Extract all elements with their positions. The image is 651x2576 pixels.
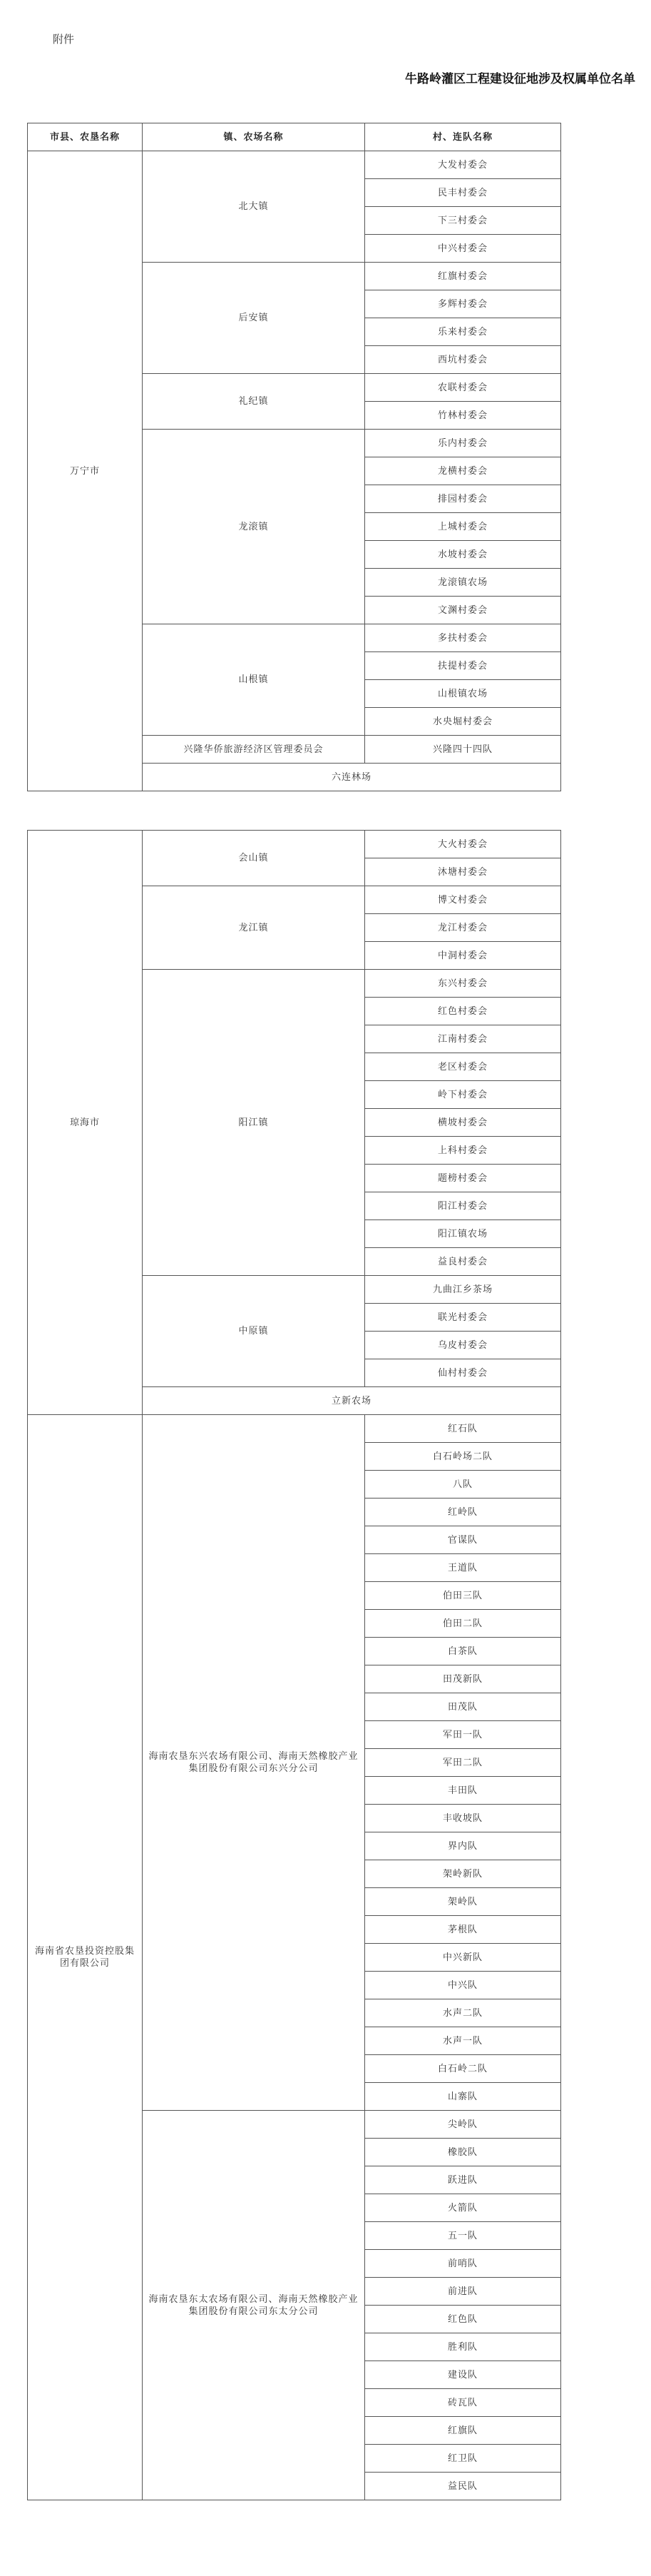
village-cell: 益良村委会 <box>365 1248 561 1276</box>
village-cell: 跃进队 <box>365 2166 561 2194</box>
village-cell: 大发村委会 <box>365 151 561 179</box>
village-cell: 竹林村委会 <box>365 402 561 430</box>
village-cell: 田茂新队 <box>365 1665 561 1693</box>
village-cell: 丰田队 <box>365 1777 561 1805</box>
village-cell: 老区村委会 <box>365 1053 561 1081</box>
village-cell: 红石队 <box>365 1415 561 1443</box>
village-cell: 建设队 <box>365 2361 561 2389</box>
village-cell: 乐来村委会 <box>365 318 561 346</box>
village-cell: 红色队 <box>365 2306 561 2333</box>
ownership-table-1 <box>27 123 561 791</box>
town-cell: 阳江镇 <box>143 970 365 1276</box>
village-cell: 尖岭队 <box>365 2111 561 2139</box>
town-cell: 兴隆华侨旅游经济区管理委员会 <box>143 736 365 764</box>
village-cell: 胜利队 <box>365 2333 561 2361</box>
village-cell: 王道队 <box>365 1554 561 1582</box>
village-cell: 排园村委会 <box>365 485 561 513</box>
village-cell: 白茶队 <box>365 1638 561 1665</box>
town-cell: 后安镇 <box>143 263 365 374</box>
village-cell: 中兴队 <box>365 1972 561 1999</box>
village-cell: 阳江村委会 <box>365 1192 561 1220</box>
village-cell: 扶提村委会 <box>365 652 561 680</box>
village-cell: 中兴新队 <box>365 1944 561 1972</box>
village-cell: 东兴村委会 <box>365 970 561 998</box>
town-cell: 北大镇 <box>143 151 365 263</box>
table-row <box>28 831 561 858</box>
village-cell: 乌皮村委会 <box>365 1332 561 1359</box>
header-county: 市县、农垦名称 <box>28 123 143 151</box>
village-cell: 水央堀村委会 <box>365 708 561 736</box>
village-cell: 龙横村委会 <box>365 457 561 485</box>
village-cell: 架岭队 <box>365 1888 561 1916</box>
village-cell: 多扶村委会 <box>365 624 561 652</box>
ownership-table-2 <box>27 830 561 2500</box>
village-cell: 龙江村委会 <box>365 914 561 942</box>
village-cell: 红色村委会 <box>365 998 561 1025</box>
village-cell: 联光村委会 <box>365 1304 561 1332</box>
town-cell: 中原镇 <box>143 1276 365 1387</box>
farm-cell: 立新农场 <box>143 1387 561 1415</box>
village-cell: 民丰村委会 <box>365 179 561 207</box>
village-cell: 军田二队 <box>365 1749 561 1777</box>
village-cell: 农联村委会 <box>365 374 561 402</box>
village-cell: 界内队 <box>365 1832 561 1860</box>
town-cell: 海南农垦东太农场有限公司、海南天然橡胶产业集团股份有限公司东太分公司 <box>143 2111 365 2500</box>
village-cell: 江南村委会 <box>365 1025 561 1053</box>
village-cell: 中兴村委会 <box>365 235 561 263</box>
village-cell: 军田一队 <box>365 1721 561 1749</box>
village-cell: 水声一队 <box>365 2027 561 2055</box>
village-cell: 大火村委会 <box>365 831 561 858</box>
village-cell: 架岭新队 <box>365 1860 561 1888</box>
town-cell: 会山镇 <box>143 831 365 886</box>
village-cell: 八队 <box>365 1471 561 1499</box>
village-cell: 红旗队 <box>365 2417 561 2445</box>
village-cell: 山寨队 <box>365 2083 561 2111</box>
village-cell: 题榜村委会 <box>365 1165 561 1192</box>
village-cell: 上城村委会 <box>365 513 561 541</box>
village-cell: 官谋队 <box>365 1526 561 1554</box>
village-cell: 横坡村委会 <box>365 1109 561 1137</box>
village-cell: 火箭队 <box>365 2194 561 2222</box>
village-cell: 橡胶队 <box>365 2139 561 2166</box>
village-cell: 红旗村委会 <box>365 263 561 290</box>
village-cell: 白石岭二队 <box>365 2055 561 2083</box>
village-cell: 文渊村委会 <box>365 597 561 624</box>
table-row <box>28 1415 561 1443</box>
town-cell: 龙滚镇 <box>143 430 365 624</box>
village-cell: 龙滚镇农场 <box>365 569 561 597</box>
table-row <box>28 151 561 179</box>
village-cell: 中洞村委会 <box>365 942 561 970</box>
village-cell: 水坡村委会 <box>365 541 561 569</box>
village-cell: 茅根队 <box>365 1916 561 1944</box>
header-village: 村、连队名称 <box>365 123 561 151</box>
header-row <box>28 123 561 151</box>
village-cell: 兴隆四十四队 <box>365 736 561 764</box>
village-cell: 山根镇农场 <box>365 680 561 708</box>
village-cell: 砖瓦队 <box>365 2389 561 2417</box>
town-cell: 礼纪镇 <box>143 374 365 430</box>
town-cell: 海南农垦东兴农场有限公司、海南天然橡胶产业集团股份有限公司东兴分公司 <box>143 1415 365 2111</box>
village-cell: 上科村委会 <box>365 1137 561 1165</box>
village-cell: 下三村委会 <box>365 207 561 235</box>
village-cell: 岭下村委会 <box>365 1081 561 1109</box>
village-cell: 五一队 <box>365 2222 561 2250</box>
village-cell: 前哨队 <box>365 2250 561 2278</box>
village-cell: 伯田三队 <box>365 1582 561 1610</box>
village-cell: 白石岭场二队 <box>365 1443 561 1471</box>
town-cell: 龙江镇 <box>143 886 365 970</box>
village-cell: 田茂队 <box>365 1693 561 1721</box>
farm-cell: 六连林场 <box>143 764 561 791</box>
county-cell: 万宁市 <box>28 151 143 791</box>
village-cell: 沐塘村委会 <box>365 858 561 886</box>
document-title: 牛路岭灌区工程建设征地涉及权属单位名单 <box>405 72 635 86</box>
village-cell: 仙村村委会 <box>365 1359 561 1387</box>
town-cell: 山根镇 <box>143 624 365 736</box>
village-cell: 阳江镇农场 <box>365 1220 561 1248</box>
header-town: 镇、农场名称 <box>143 123 365 151</box>
village-cell: 博文村委会 <box>365 886 561 914</box>
county-cell: 海南省农垦投资控股集团有限公司 <box>28 1415 143 2500</box>
village-cell: 多辉村委会 <box>365 290 561 318</box>
village-cell: 红卫队 <box>365 2445 561 2473</box>
village-cell: 益民队 <box>365 2473 561 2500</box>
village-cell: 西坑村委会 <box>365 346 561 374</box>
village-cell: 九曲江乡茶场 <box>365 1276 561 1304</box>
village-cell: 乐内村委会 <box>365 430 561 457</box>
village-cell: 水声二队 <box>365 1999 561 2027</box>
village-cell: 红岭队 <box>365 1499 561 1526</box>
county-cell: 琼海市 <box>28 831 143 1415</box>
village-cell: 丰收坡队 <box>365 1805 561 1832</box>
village-cell: 伯田二队 <box>365 1610 561 1638</box>
village-cell: 前进队 <box>365 2278 561 2306</box>
attachment-label: 附件 <box>53 33 75 46</box>
